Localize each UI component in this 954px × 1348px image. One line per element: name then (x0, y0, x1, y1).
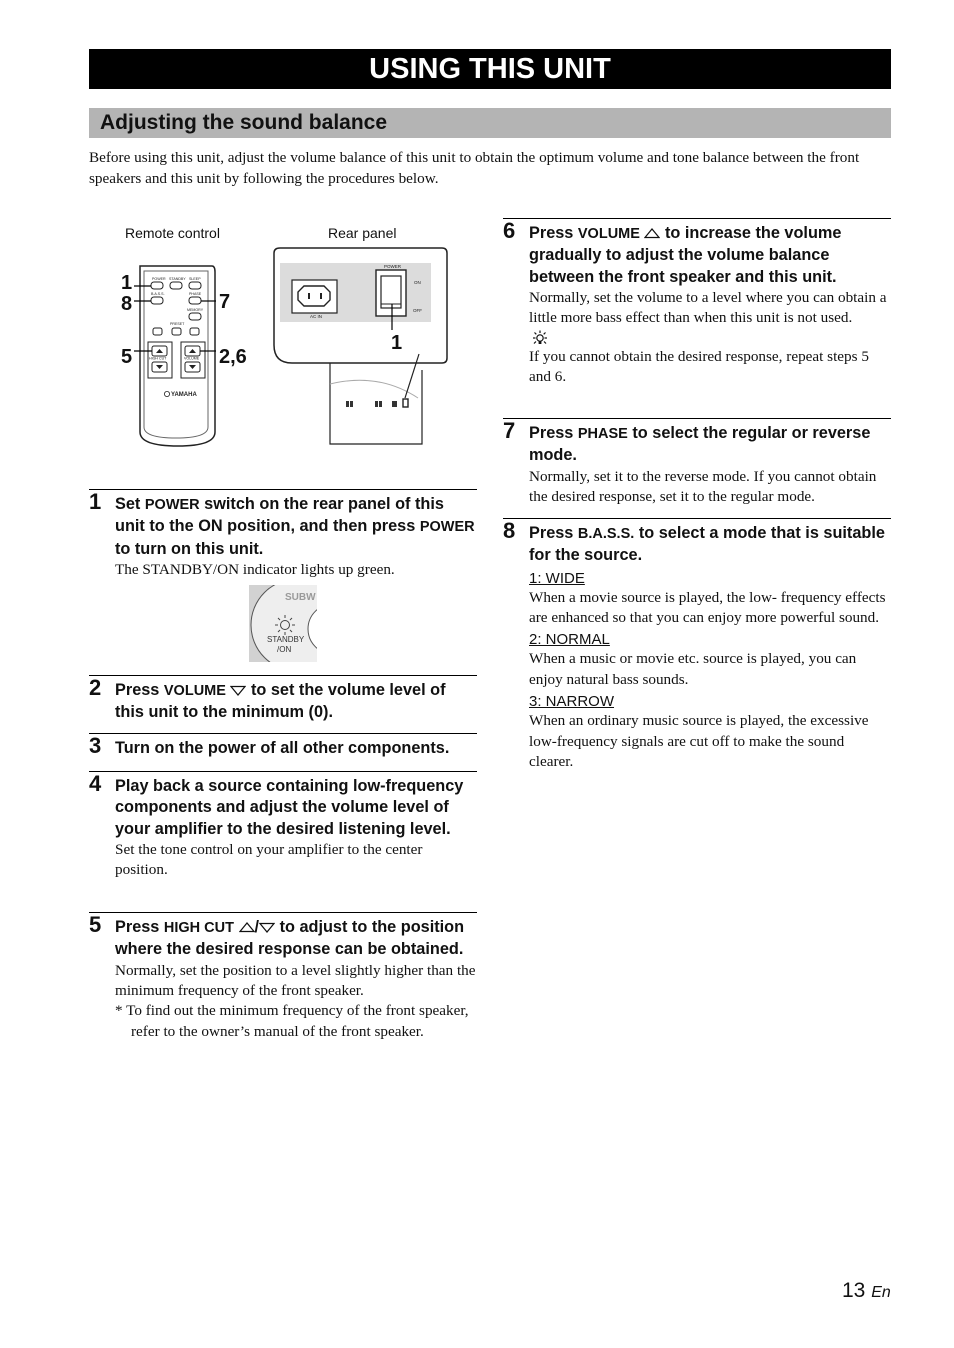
remote-text-power: POWER (152, 277, 166, 281)
rear-text-power: POWER (384, 264, 402, 269)
remote-text-memory: MEMORY (187, 308, 204, 312)
step-6 (503, 218, 891, 388)
step-note: * To find out the minimum frequency of the front speaker, refer to the owner’s manual of the front speaker. (115, 1002, 469, 1040)
standby-on-indicator-illustration (249, 585, 317, 662)
page-title: USING THIS UNIT (89, 49, 891, 89)
step-1 (89, 489, 477, 662)
mode-narrow-label: 3: NARROW (529, 693, 615, 711)
high-cut-up-icon (239, 922, 255, 933)
callout-2-6: 2,6 (219, 346, 247, 368)
step-number: 3 (89, 733, 102, 758)
volume-up-icon (644, 228, 660, 239)
mode-normal-text: When a music or movie etc. source is played, you can enjoy natural bass sounds. (529, 650, 857, 688)
rear-text-acin: AC IN (310, 314, 323, 319)
step-number: 1 (89, 489, 102, 514)
page-lang: En (871, 1284, 891, 1301)
section-title: Adjusting the sound balance (89, 108, 891, 138)
mode-wide-label: 1: WIDE (529, 569, 585, 587)
step-body: Normally, set the volume to a level where you can obtain a little more bass effect than when this unit is not used. (529, 288, 887, 327)
mode-narrow-text: When an ordinary music source is played, the excessive low-frequency signals are cut off to make the sound clearer. (529, 712, 869, 771)
rear-text-off: OFF (413, 308, 422, 313)
callout-8: 8 (121, 293, 133, 315)
mode-wide-text: When a movie source is played, the low- frequency effects are enhanced so that you can enjoy more powerful sound. (529, 588, 886, 626)
callout-5: 5 (121, 346, 133, 368)
step-body: The STANDBY/ON indicator lights up green. (115, 560, 395, 578)
remote-text-preset: PRESET (170, 322, 185, 326)
page-number: 13 En (842, 1279, 891, 1302)
indicator-subw-text: SUBW (285, 592, 316, 604)
step-heading: Set POWER switch on the rear panel of this unit to the ON position, and then press POWER to turn on this unit. (115, 495, 475, 558)
step-body: Set the tone control on your amplifier to the center position. (115, 840, 423, 879)
step-7 (503, 418, 891, 507)
callout-7: 7 (219, 291, 231, 313)
remote-brand-text: YAMAHA (171, 392, 197, 398)
remote-text-phase: PHASE (189, 292, 202, 296)
remote-text-sleep: SLEEP (189, 277, 201, 281)
indicator-standby-text: STANDBY (267, 635, 305, 645)
remote-text-bass: B.A.S.S. (151, 292, 165, 296)
step-number: 7 (503, 418, 516, 443)
intro-text: Before using this unit, adjust the volume balance of this unit to obtain the optimum volume and tone balance between the front speakers and this unit by following the procedures below. (89, 149, 860, 187)
step-number: 5 (89, 912, 102, 937)
remote-text-highcut: HIGH CUT (149, 356, 167, 361)
remote-text-standby: STANDBY (169, 277, 186, 281)
step-heading: Turn on the power of all other components. (115, 739, 450, 757)
mode-normal-label: 2: NORMAL (529, 631, 610, 649)
step-5 (89, 912, 477, 1042)
tip-icon (530, 330, 550, 346)
remote-control-label: Remote control (125, 225, 220, 241)
rear-panel-label: Rear panel (328, 225, 397, 241)
volume-down-icon (230, 685, 246, 696)
step-tip: If you cannot obtain the desired response, repeat steps 5 and 6. (529, 347, 869, 386)
step-3 (89, 733, 477, 759)
step-body: Normally, set the position to a level slightly higher than the minimum frequency of the front speaker. (115, 961, 476, 999)
callout-1-remote: 1 (121, 272, 133, 294)
rear-panel-illustration (268, 244, 454, 450)
step-heading: Press HIGH CUT / to adjust to the position where the desired response can be obtained. (115, 918, 465, 959)
step-4 (89, 771, 477, 881)
step-number: 8 (503, 518, 516, 543)
step-heading: Press VOLUME to increase the volume gradually to adjust the volume balance between the front speaker and this unit. (529, 224, 842, 286)
step-heading: Press VOLUME to set the volume level of this unit to the minimum (0). (115, 681, 446, 722)
step-number: 2 (89, 675, 102, 700)
step-8 (503, 518, 891, 772)
step-heading: Press PHASE to select the regular or reverse mode. (529, 424, 871, 465)
step-body: Normally, set it to the reverse mode. If you cannot obtain the desired response, set it to the regular mode. (529, 467, 877, 505)
remote-text-volume: VOLUME (184, 356, 200, 361)
rear-text-on: ON (414, 280, 421, 285)
indicator-on-text: /ON (277, 645, 292, 655)
high-cut-down-icon (259, 922, 275, 933)
step-number: 4 (89, 771, 102, 796)
step-heading: Play back a source containing low-frequency components and adjust the volume level of your amplifier to the desired listening level. (115, 777, 464, 838)
callout-1-rear: 1 (391, 332, 403, 354)
step-heading: Press B.A.S.S. to select a mode that is suitable for the source. (529, 524, 885, 565)
step-number: 6 (503, 218, 516, 243)
step-2 (89, 675, 477, 724)
